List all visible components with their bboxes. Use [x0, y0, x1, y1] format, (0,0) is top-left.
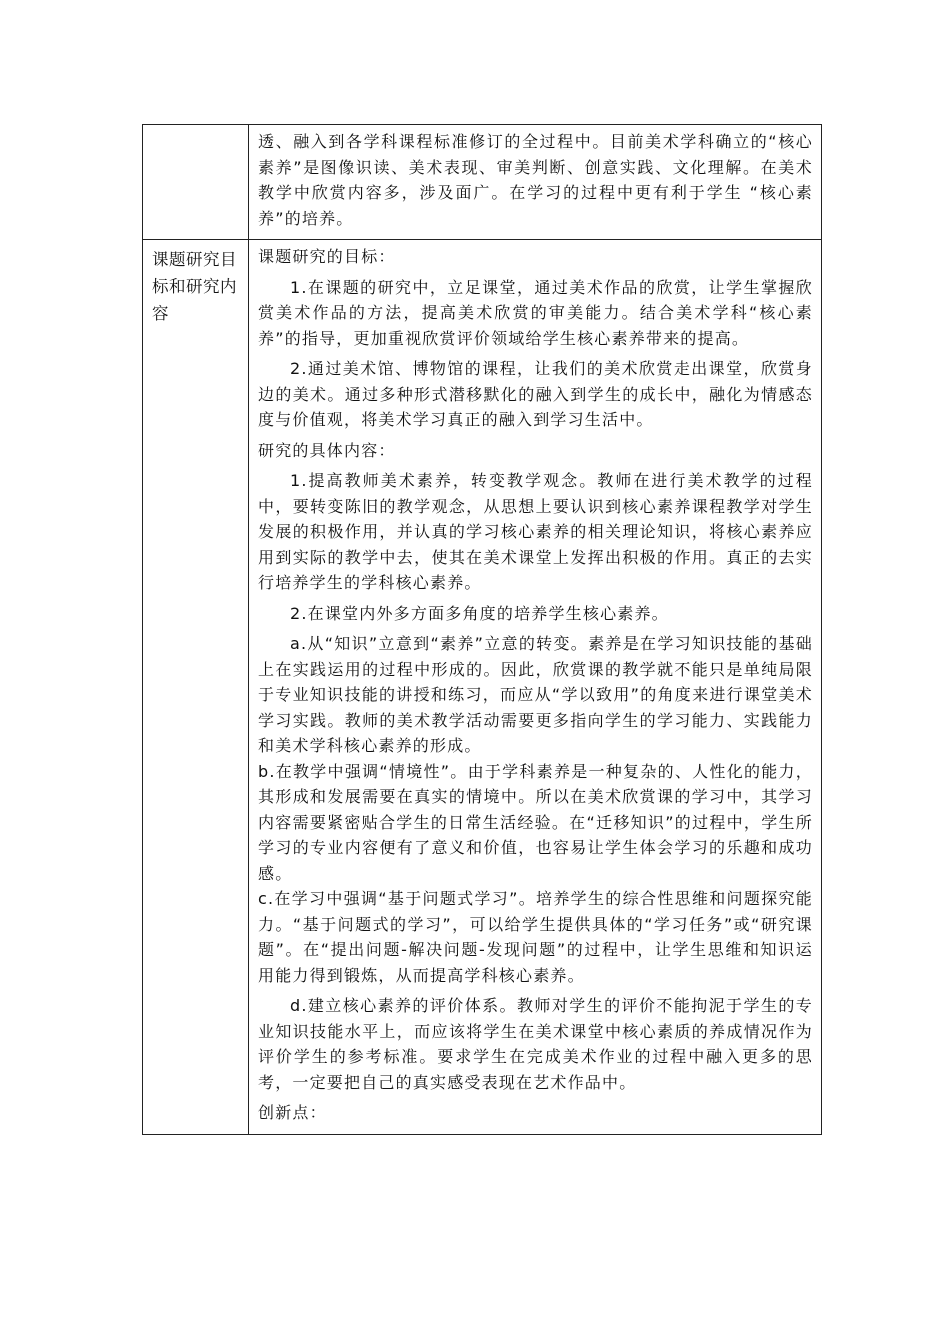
content-cell — [249, 240, 822, 1135]
table-row — [143, 240, 822, 1135]
left-label-line-2: 标和研究内容 — [152, 277, 237, 323]
continued-paragraph: 透、融入到各学科课程标准修订的全过程中。目前美术学科确立的“核心素养”是图像识读、美术表现、审美判断、创意实践、文化理解。在美术教学中欣赏内容多，涉及面广。在学习的过程中更有利于学生 “核心素养”的培养。 — [258, 132, 813, 228]
content-1: 1.提高教师美术素养，转变教学观念。教师在进行美术教学的过程中，要转变陈旧的教学观念，从思想上要认识到核心素养课程教学对学生发展的积极作用，并认真的学习核心素养的相关理论知识，将核心素养应用到实际的教学中去，使其在美术课堂上发挥出积极的作用。真正的去实行培养学生的学科核心素养。 — [258, 471, 813, 592]
left-label-cell-empty — [143, 125, 249, 240]
goal-1: 1.在课题的研究中，立足课堂，通过美术作品的欣赏，让学生掌握欣赏美术作品的方法，提高美术欣赏的审美能力。结合美术学科“核心素养”的指导，更加重视欣赏评价领域给学生核心素养带来的提高。 — [258, 277, 813, 348]
goal-2: 2.通过美术馆、博物馆的课程，让我们的美术欣赏走出课堂，欣赏身边的美术。通过多种形式潜移默化的融入到学生的成长中，融化为情感态度与价值观，将美术学习真正的融入到学习生活中。 — [258, 359, 813, 429]
left-label-cell — [143, 240, 249, 1135]
goals-heading: 课题研究的目标： — [258, 247, 396, 266]
item-b: b.在教学中强调“情境性”。由于学科素养是一种复杂的、人性化的能力，其形成和发展需要在真实的情境中。所以在美术欣赏课的学习中，其学习内容需要紧密贴合学生的日常生活经验。在“迁移知识”的过程中，学生所学习的专业内容便有了意义和价值，也容易让学生体会学习的乐趣和成功感。 — [258, 761, 813, 883]
left-label-line-1: 课题研究目 — [152, 250, 237, 269]
content-cell — [249, 125, 822, 240]
content-heading: 研究的具体内容： — [258, 440, 396, 460]
item-d: d.建立核心素养的评价体系。教师对学生的评价不能拘泥于学生的专业知识技能水平上，而应该将学生在美术课堂中核心素质的养成情况作为评价学生的参考标准。要求学生在完成美术作业的过程中融入更多的思考，一定要把自己的真实感受表现在艺术作品中。 — [258, 996, 813, 1092]
item-a: a.从“知识”立意到“素养”立意的转变。素养是在学习知识技能的基础上在实践运用的过程中形成的。因此，欣赏课的教学就不能只是单纯局限于专业知识技能的讲授和练习，而应从“学以致用”的角度来进行课堂美术学习实践。教师的美术教学活动需要更多指向学生的学习能力、实践能力和美术学科核心素养的形成。 — [258, 634, 813, 755]
proposal-table — [142, 124, 822, 1135]
innovation-heading: 创新点： — [258, 1103, 327, 1122]
content-2: 2.在课堂内外多方面多角度的培养学生核心素养。 — [290, 603, 669, 623]
table-row — [143, 125, 822, 240]
item-c: c.在学习中强调“基于问题式学习”。培养学生的综合性思维和问题探究能力。“基于问题式的学习”，可以给学生提供具体的“学习任务”或“研究课题”。在“提出问题-解决问题-发现问题”的过程中，让学生思维和知识运用能力得到锻炼，从而提高学科核心素养。 — [258, 889, 813, 985]
